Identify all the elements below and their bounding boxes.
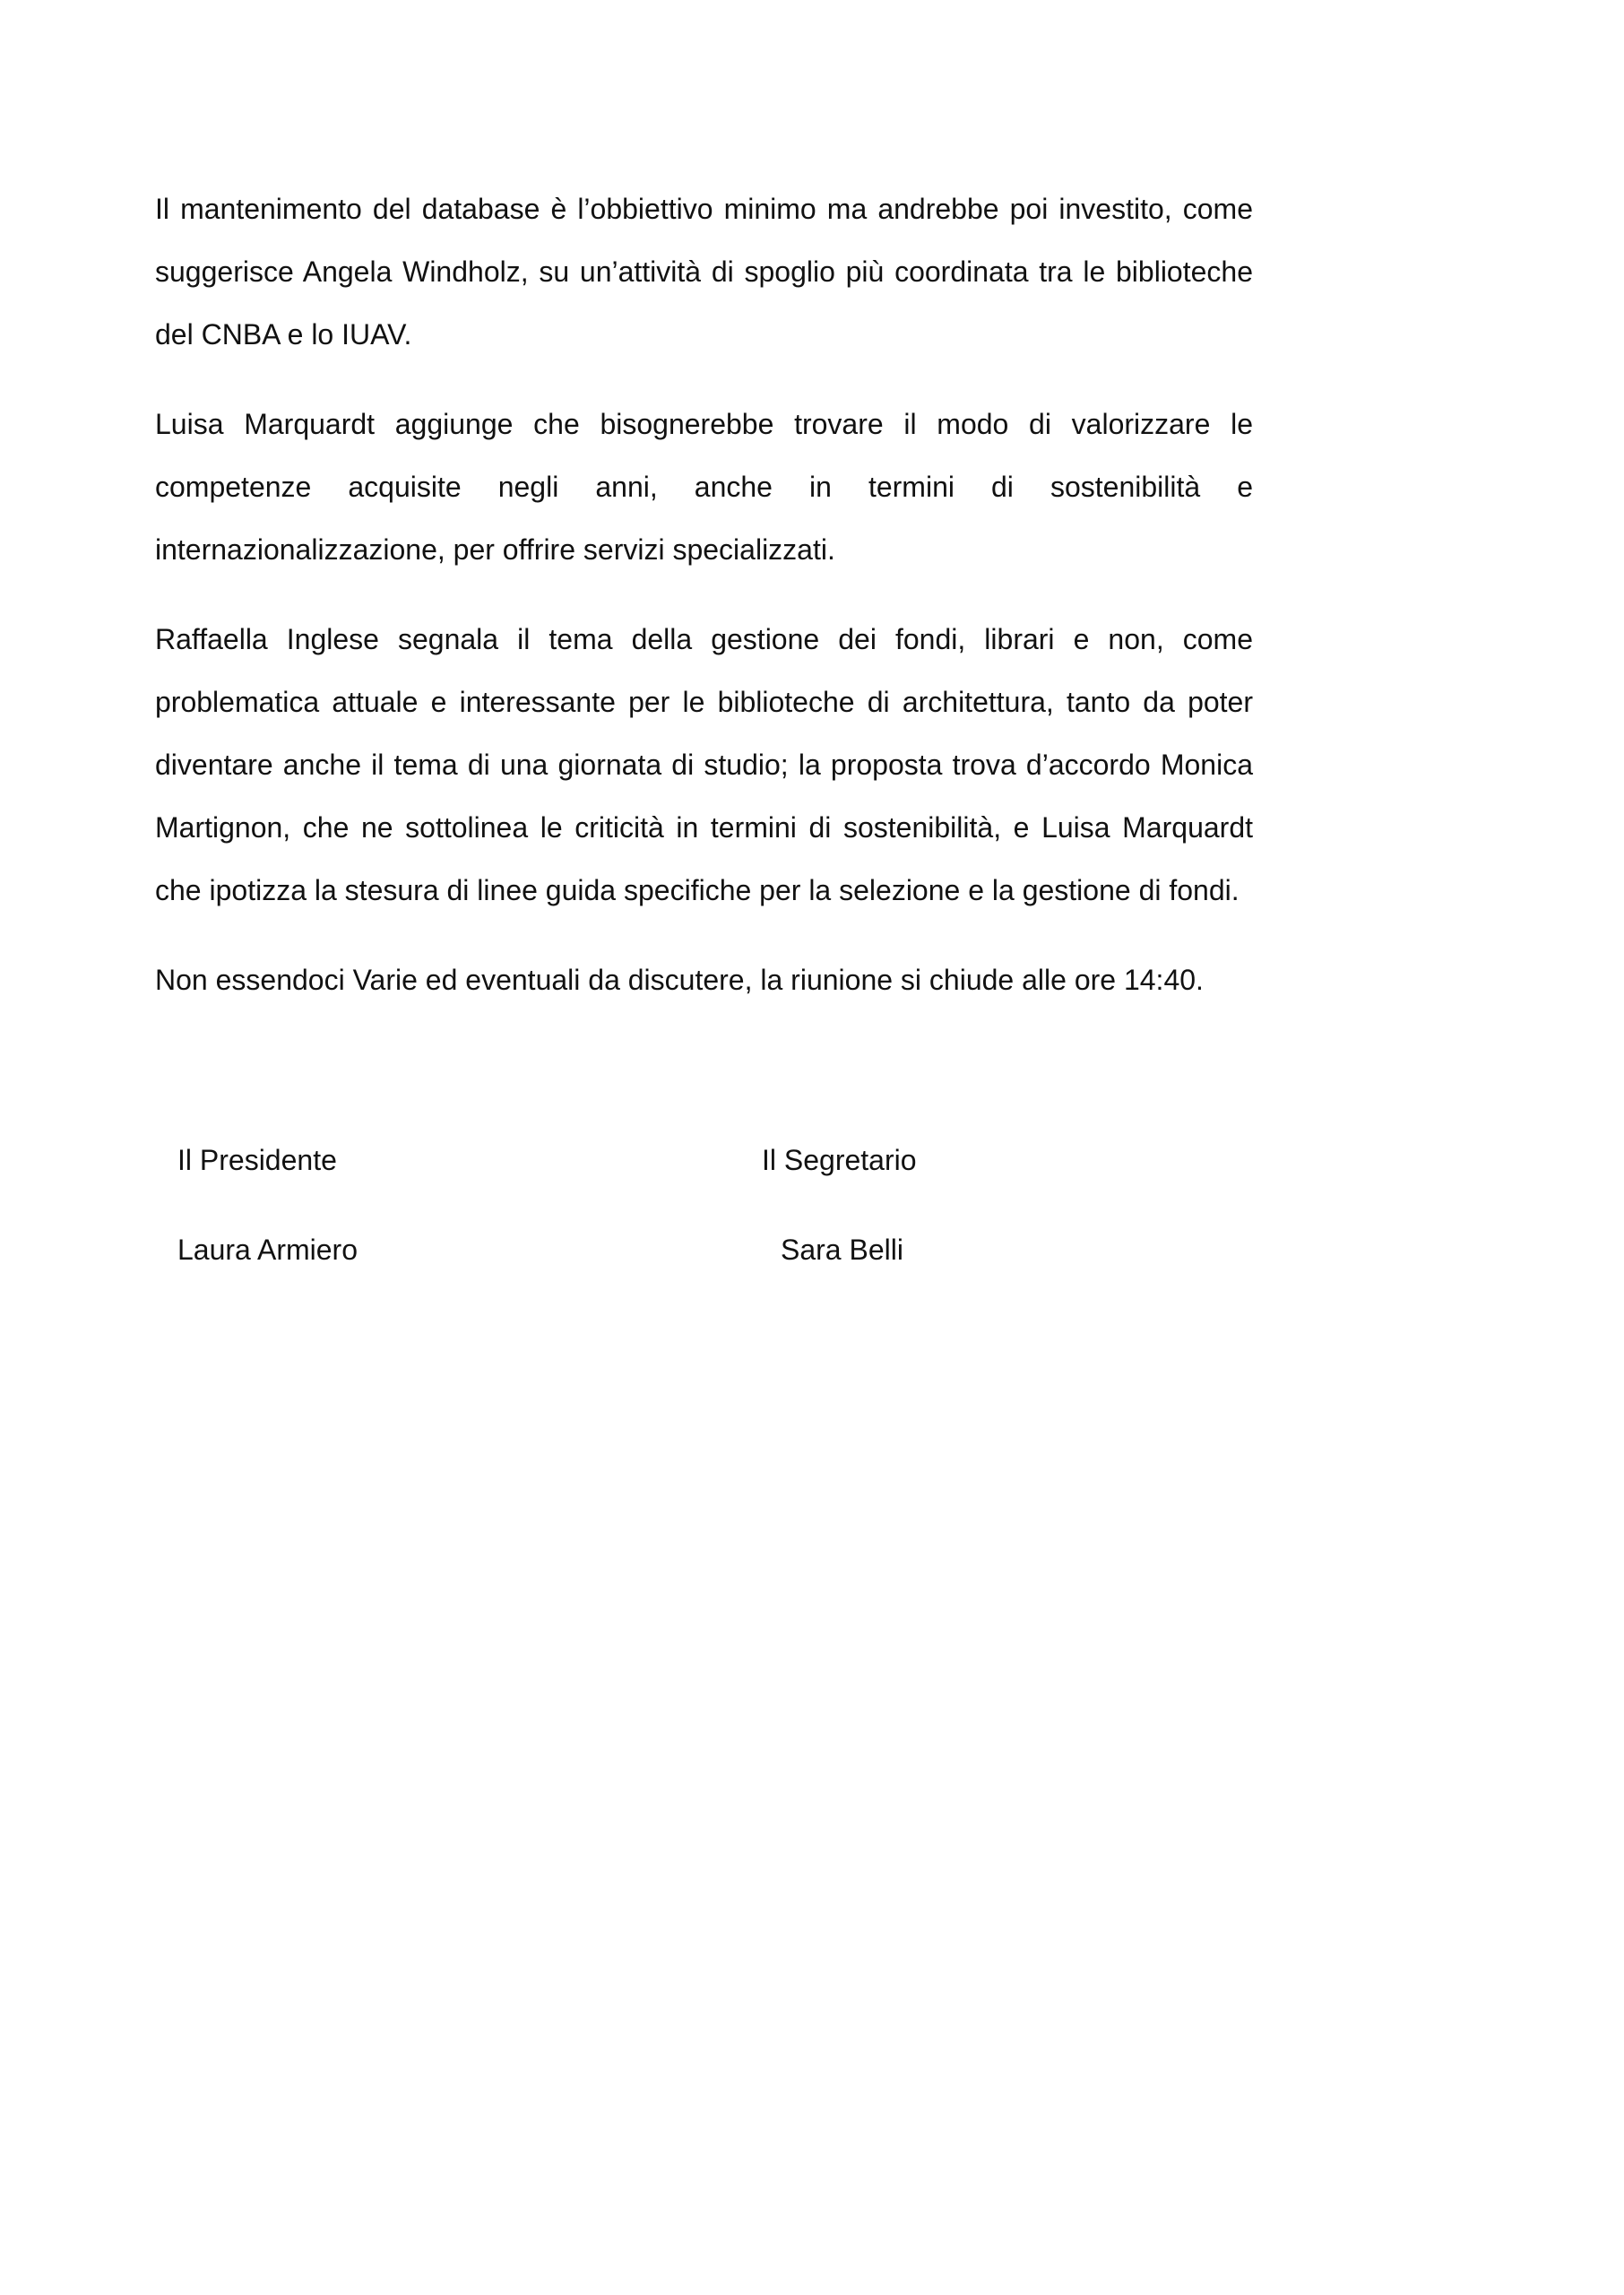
paragraph-database: Il mantenimento del database è l’obbiettivo minimo ma andrebbe poi investito, come suggerisce Angela Windholz, su un’attività di spoglio più coordinata tra le biblioteche del CNBA e lo IUAV.	[155, 193, 1253, 351]
secretary-role: Il Segretario	[762, 1144, 917, 1176]
paragraph-competenze: Luisa Marquardt aggiunge che bisognerebbe trovare il modo di valorizzare le competenze acquisite negli anni, anche in termini di sostenibilità e internazionalizzazione, per offrire servizi specializzati.	[155, 408, 1253, 566]
secretary-name: Sara Belli	[781, 1234, 903, 1266]
president-role: Il Presidente	[177, 1144, 337, 1176]
closing-statement: Non essendoci Varie ed eventuali da discutere, la riunione si chiude alle ore 14:40.	[155, 964, 1204, 996]
president-name: Laura Armiero	[177, 1234, 358, 1266]
paragraph-fondi: Raffaella Inglese segnala il tema della gestione dei fondi, librari e non, come problematica attuale e interessante per le biblioteche di architettura, tanto da poter diventare anche il tema di una giornata di studio; la proposta trova d’accordo Monica Martignon, che ne sottolinea le criticità in termini di sostenibilità, e Luisa Marquardt che ipotizza la stesura di linee guida specifiche per la selezione e la gestione di fondi.	[155, 623, 1253, 906]
